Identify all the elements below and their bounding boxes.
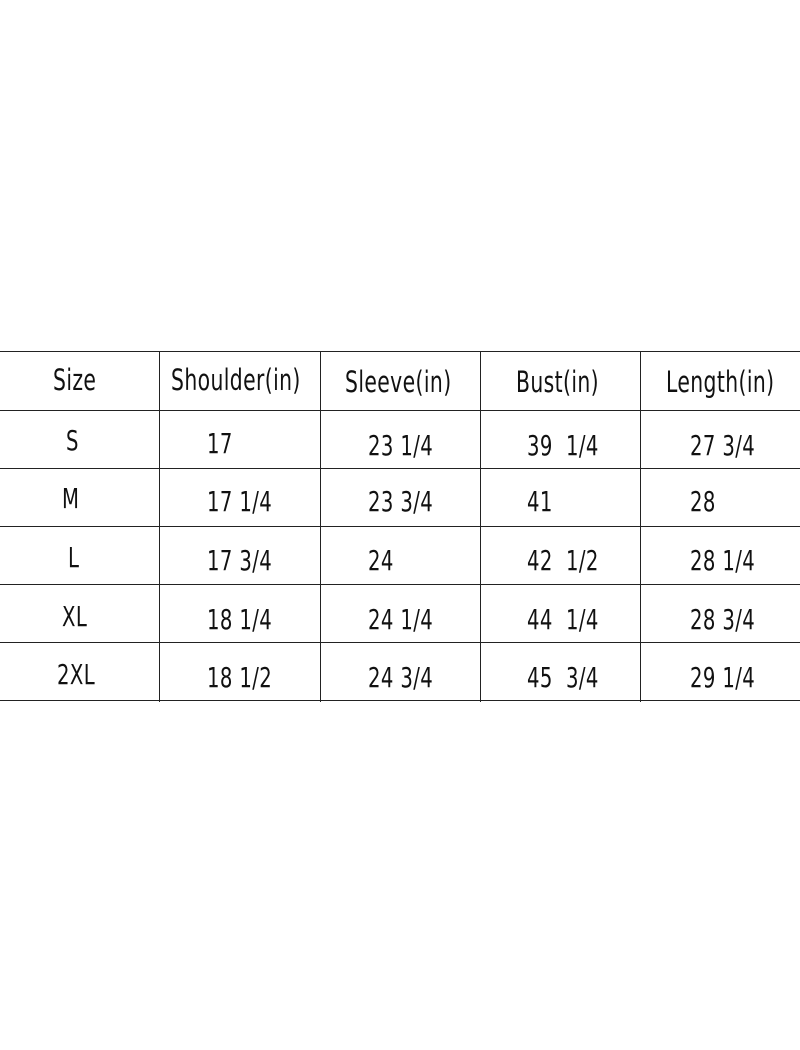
- cell-shoulder: 18 1/4: [207, 603, 273, 636]
- cell-bust: 39 1/4: [527, 429, 599, 462]
- table-rule: [0, 351, 800, 352]
- cell-shoulder: 17: [207, 427, 233, 460]
- cell-length: 28 3/4: [690, 603, 756, 636]
- cell-sleeve: 23 3/4: [368, 485, 434, 518]
- cell-shoulder: 17 3/4: [207, 544, 273, 577]
- table-rule: [0, 584, 800, 585]
- cell-shoulder: 17 1/4: [207, 485, 273, 518]
- table-rule: [0, 468, 800, 469]
- cell-size: XL: [62, 600, 88, 633]
- cell-sleeve: 24 3/4: [368, 661, 434, 694]
- table-rule: [0, 526, 800, 527]
- header-bust: Bust(in): [516, 365, 599, 399]
- table-rule: [0, 700, 800, 701]
- cell-size: S: [66, 424, 79, 457]
- cell-bust: 44 1/4: [527, 603, 599, 636]
- cell-shoulder: 18 1/2: [207, 661, 273, 694]
- cell-length: 29 1/4: [690, 661, 756, 694]
- cell-sleeve: 23 1/4: [368, 429, 434, 462]
- cell-size: M: [62, 482, 80, 515]
- table-rule: [0, 642, 800, 643]
- cell-sleeve: 24: [368, 544, 394, 577]
- cell-size: L: [68, 541, 80, 574]
- header-size: Size: [53, 363, 97, 397]
- cell-length: 28: [690, 485, 716, 518]
- cell-bust: 41: [527, 485, 553, 518]
- cell-length: 28 1/4: [690, 544, 756, 577]
- cell-length: 27 3/4: [690, 429, 756, 462]
- column-divider: [159, 351, 160, 702]
- header-shoulder: Shoulder(in): [171, 363, 301, 397]
- column-divider: [320, 351, 321, 702]
- column-divider: [480, 351, 481, 702]
- cell-bust: 45 3/4: [527, 661, 599, 694]
- column-divider: [640, 351, 641, 702]
- size-chart-table: [0, 351, 800, 702]
- cell-bust: 42 1/2: [527, 544, 599, 577]
- table-rule: [0, 410, 800, 411]
- cell-sleeve: 24 1/4: [368, 603, 434, 636]
- cell-size: 2XL: [57, 658, 96, 691]
- header-sleeve: Sleeve(in): [345, 365, 452, 399]
- header-length: Length(in): [666, 365, 775, 399]
